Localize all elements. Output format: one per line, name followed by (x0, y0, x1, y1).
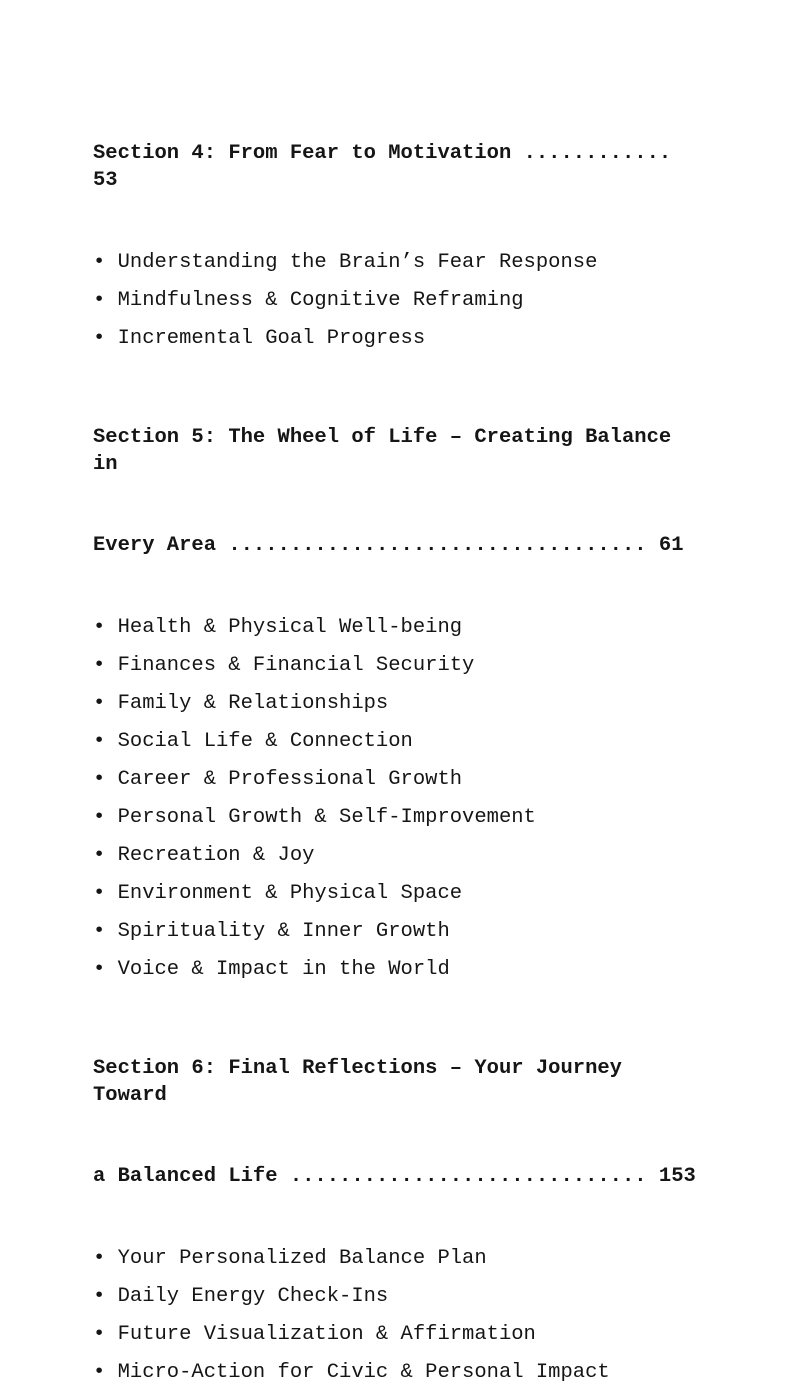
section-item-list (93, 1244, 703, 1396)
list-item-label: Mindfulness & Cognitive Reframing (117, 289, 524, 312)
list-item[interactable] (93, 765, 703, 803)
section-heading-line: Section 5: The Wheel of Life – Creating Balance in (93, 426, 684, 476)
section-item-list (93, 613, 703, 993)
list-item[interactable] (93, 248, 703, 286)
list-item[interactable] (93, 803, 703, 841)
section-heading-line: Section 6: Final Reflections – Your Journey Toward (93, 1057, 635, 1107)
section-heading[interactable] (93, 370, 703, 613)
bullet-icon (93, 727, 118, 765)
section-heading-line: Section 4: From Fear to Motivation ............ 53 (93, 142, 684, 192)
list-item-label: Finances & Financial Security (117, 654, 475, 677)
section-heading[interactable] (93, 1001, 703, 1244)
list-item[interactable] (93, 955, 703, 993)
list-item-label: Spirituality & Inner Growth (117, 920, 450, 943)
toc-section-6 (93, 1001, 703, 1396)
section-heading-line: Every Area .................................. 61 (93, 534, 684, 557)
list-item[interactable] (93, 917, 703, 955)
bullet-icon (93, 286, 118, 324)
toc-section-4 (93, 86, 703, 362)
list-item[interactable] (93, 879, 703, 917)
list-item-label: Family & Relationships (117, 692, 389, 715)
bullet-icon (93, 955, 118, 993)
list-item[interactable] (93, 689, 703, 727)
bullet-icon (93, 917, 118, 955)
list-item-label: Daily Energy Check-Ins (117, 1285, 389, 1308)
list-item[interactable] (93, 727, 703, 765)
list-item[interactable] (93, 324, 703, 362)
list-item-label: Career & Professional Growth (117, 768, 463, 791)
toc-section-5 (93, 370, 703, 993)
bullet-icon (93, 1244, 118, 1282)
list-item[interactable] (93, 651, 703, 689)
list-item-label: Incremental Goal Progress (117, 327, 426, 350)
list-item-label: Environment & Physical Space (117, 882, 463, 905)
bullet-icon (93, 1358, 118, 1396)
list-item[interactable] (93, 1244, 703, 1282)
bullet-icon (93, 651, 118, 689)
list-item[interactable] (93, 1282, 703, 1320)
list-item-label: Social Life & Connection (117, 730, 413, 753)
bullet-icon (93, 765, 118, 803)
list-item[interactable] (93, 613, 703, 651)
list-item-label: Micro-Action for Civic & Personal Impact (117, 1361, 610, 1384)
list-item-label: Future Visualization & Affirmation (117, 1323, 536, 1346)
list-item[interactable] (93, 841, 703, 879)
bullet-icon (93, 879, 118, 917)
section-heading-line: a Balanced Life ............................. 153 (93, 1165, 696, 1188)
bullet-icon (93, 324, 118, 362)
list-item-label: Your Personalized Balance Plan (117, 1247, 487, 1270)
list-item-label: Recreation & Joy (117, 844, 315, 867)
bullet-icon (93, 1320, 118, 1358)
list-item-label: Understanding the Brain’s Fear Response (117, 251, 598, 274)
bullet-icon (93, 689, 118, 727)
bullet-icon (93, 803, 118, 841)
section-item-list (93, 248, 703, 362)
bullet-icon (93, 613, 118, 651)
list-item-label: Health & Physical Well-being (117, 616, 463, 639)
list-item-label: Voice & Impact in the World (117, 958, 450, 981)
section-heading[interactable] (93, 86, 703, 248)
table-of-contents (93, 86, 703, 1396)
list-item-label: Personal Growth & Self-Improvement (117, 806, 536, 829)
bullet-icon (93, 1282, 118, 1320)
list-item[interactable] (93, 286, 703, 324)
list-item[interactable] (93, 1320, 703, 1358)
bullet-icon (93, 841, 118, 879)
bullet-icon (93, 248, 118, 286)
list-item[interactable] (93, 1358, 703, 1396)
